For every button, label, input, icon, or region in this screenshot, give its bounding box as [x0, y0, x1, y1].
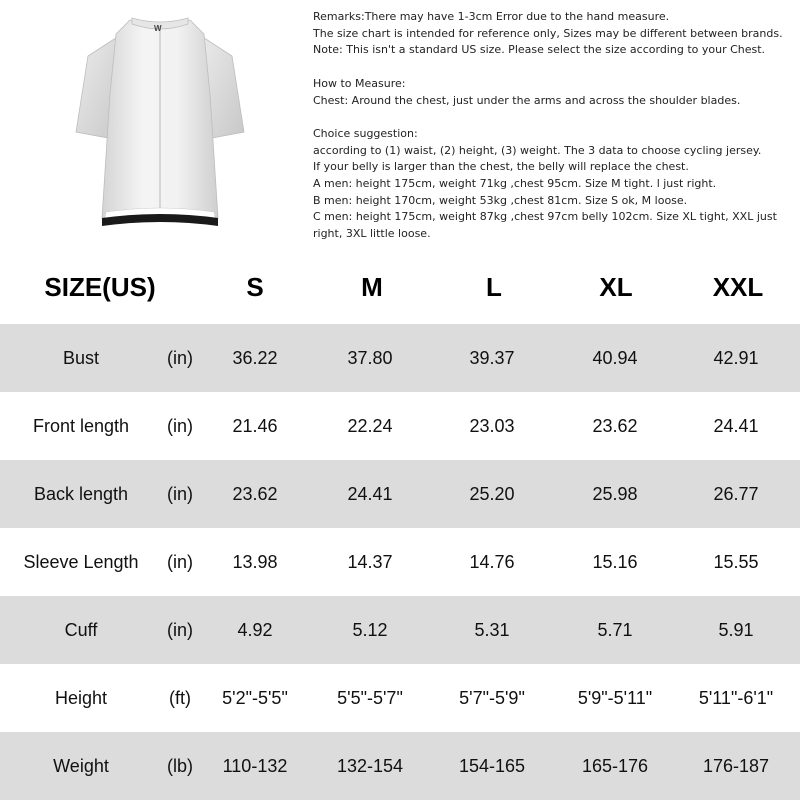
choice-example-b: B men: height 170cm, weight 53kg ,chest 81cm. Size S ok, M loose. [313, 193, 688, 207]
value-l: 25.20 [469, 484, 515, 504]
measure-heading: How to Measure: [313, 76, 406, 90]
table-row [0, 596, 800, 664]
value-s: 36.22 [232, 348, 278, 368]
choice-heading: Choice suggestion: [313, 126, 418, 140]
value-l: 14.76 [469, 552, 515, 572]
value-m: 22.24 [347, 416, 393, 436]
value-s: 4.92 [237, 620, 273, 640]
size-notes [313, 9, 800, 243]
row-unit: (lb) [167, 756, 193, 776]
table-row [0, 664, 800, 732]
row-label: Sleeve Length [23, 552, 139, 572]
choice-example-c: C men: height 175cm, weight 87kg ,chest 97cm belly 102cm. Size XL tight, XXL just right, 3XL little loose. [313, 210, 777, 241]
table-row [0, 392, 800, 460]
value-l: 39.37 [469, 348, 515, 368]
value-xl: 15.16 [592, 552, 638, 572]
value-xl: 40.94 [592, 348, 638, 368]
row-unit: (in) [167, 484, 193, 504]
row-unit: (in) [167, 416, 193, 436]
value-xl: 165-176 [581, 756, 649, 776]
row-unit: (in) [167, 552, 193, 572]
value-l: 23.03 [469, 416, 515, 436]
value-m: 24.41 [347, 484, 393, 504]
value-m: 132-154 [336, 756, 404, 776]
measure-chest: Chest: Around the chest, just under the arms and across the shoulder blades. [313, 93, 741, 107]
row-label: Back length [33, 484, 129, 504]
row-unit: (in) [167, 620, 193, 640]
value-xl: 5.71 [597, 620, 633, 640]
table-row [0, 528, 800, 596]
size-header-xxl: XXL [712, 272, 764, 302]
table-row [0, 324, 800, 392]
choice-line-1: according to (1) waist, (2) height, (3) weight. The 3 data to choose cycling jersey. [313, 143, 762, 157]
jersey-image [70, 4, 250, 244]
size-header-m: M [361, 272, 383, 302]
value-s: 5'2"-5'5" [222, 688, 288, 708]
value-xxl: 5'11"-6'1" [698, 688, 774, 708]
value-s: 13.98 [232, 552, 278, 572]
remark-line-2: The size chart is intended for reference only, Sizes may be different between brands. [313, 26, 783, 40]
value-m: 37.80 [347, 348, 393, 368]
value-xl: 5'9"-5'11" [577, 688, 653, 708]
value-xxl: 26.77 [713, 484, 759, 504]
value-xxl: 42.91 [713, 348, 759, 368]
value-m: 14.37 [347, 552, 393, 572]
choice-line-2: If your belly is larger than the chest, the belly will replace the chest. [313, 160, 689, 174]
brand-logo: W [154, 24, 162, 33]
row-unit: (ft) [169, 688, 191, 708]
remark-line-1: Remarks:There may have 1-3cm Error due to the hand measure. [313, 10, 670, 23]
value-xxl: 24.41 [713, 416, 759, 436]
size-header-l: L [486, 272, 502, 302]
remark-line-3: Note: This isn't a standard US size. Please select the size according to your Chest. [313, 43, 766, 57]
row-label: Weight [53, 756, 109, 776]
value-xxl: 15.55 [713, 552, 759, 572]
value-s: 110-132 [222, 756, 288, 776]
value-l: 5'7"-5'9" [459, 688, 525, 708]
size-header-s: S [246, 272, 264, 302]
row-label: Cuff [64, 620, 98, 640]
value-xl: 25.98 [592, 484, 638, 504]
row-label: Bust [62, 348, 100, 368]
value-s: 21.46 [232, 416, 278, 436]
value-l: 154-165 [458, 756, 526, 776]
value-m: 5'5"-5'7" [337, 688, 403, 708]
value-l: 5.31 [474, 620, 510, 640]
size-header-label: SIZE(US) [44, 272, 156, 302]
choice-example-a: A men: height 175cm, weight 71kg ,chest 95cm. Size M tight. l just right. [313, 177, 717, 190]
table-row [0, 460, 800, 528]
size-header-xl: XL [599, 272, 633, 302]
jersey-drawing [70, 4, 250, 244]
value-s: 23.62 [232, 484, 278, 504]
row-label: Height [54, 688, 108, 708]
value-xl: 23.62 [592, 416, 638, 436]
value-m: 5.12 [352, 620, 388, 640]
value-xxl: 176-187 [702, 756, 770, 776]
table-row [0, 732, 800, 800]
row-label: Front length [32, 416, 130, 436]
size-header-row [0, 262, 800, 312]
row-unit: (in) [167, 348, 193, 368]
value-xxl: 5.91 [718, 620, 754, 640]
